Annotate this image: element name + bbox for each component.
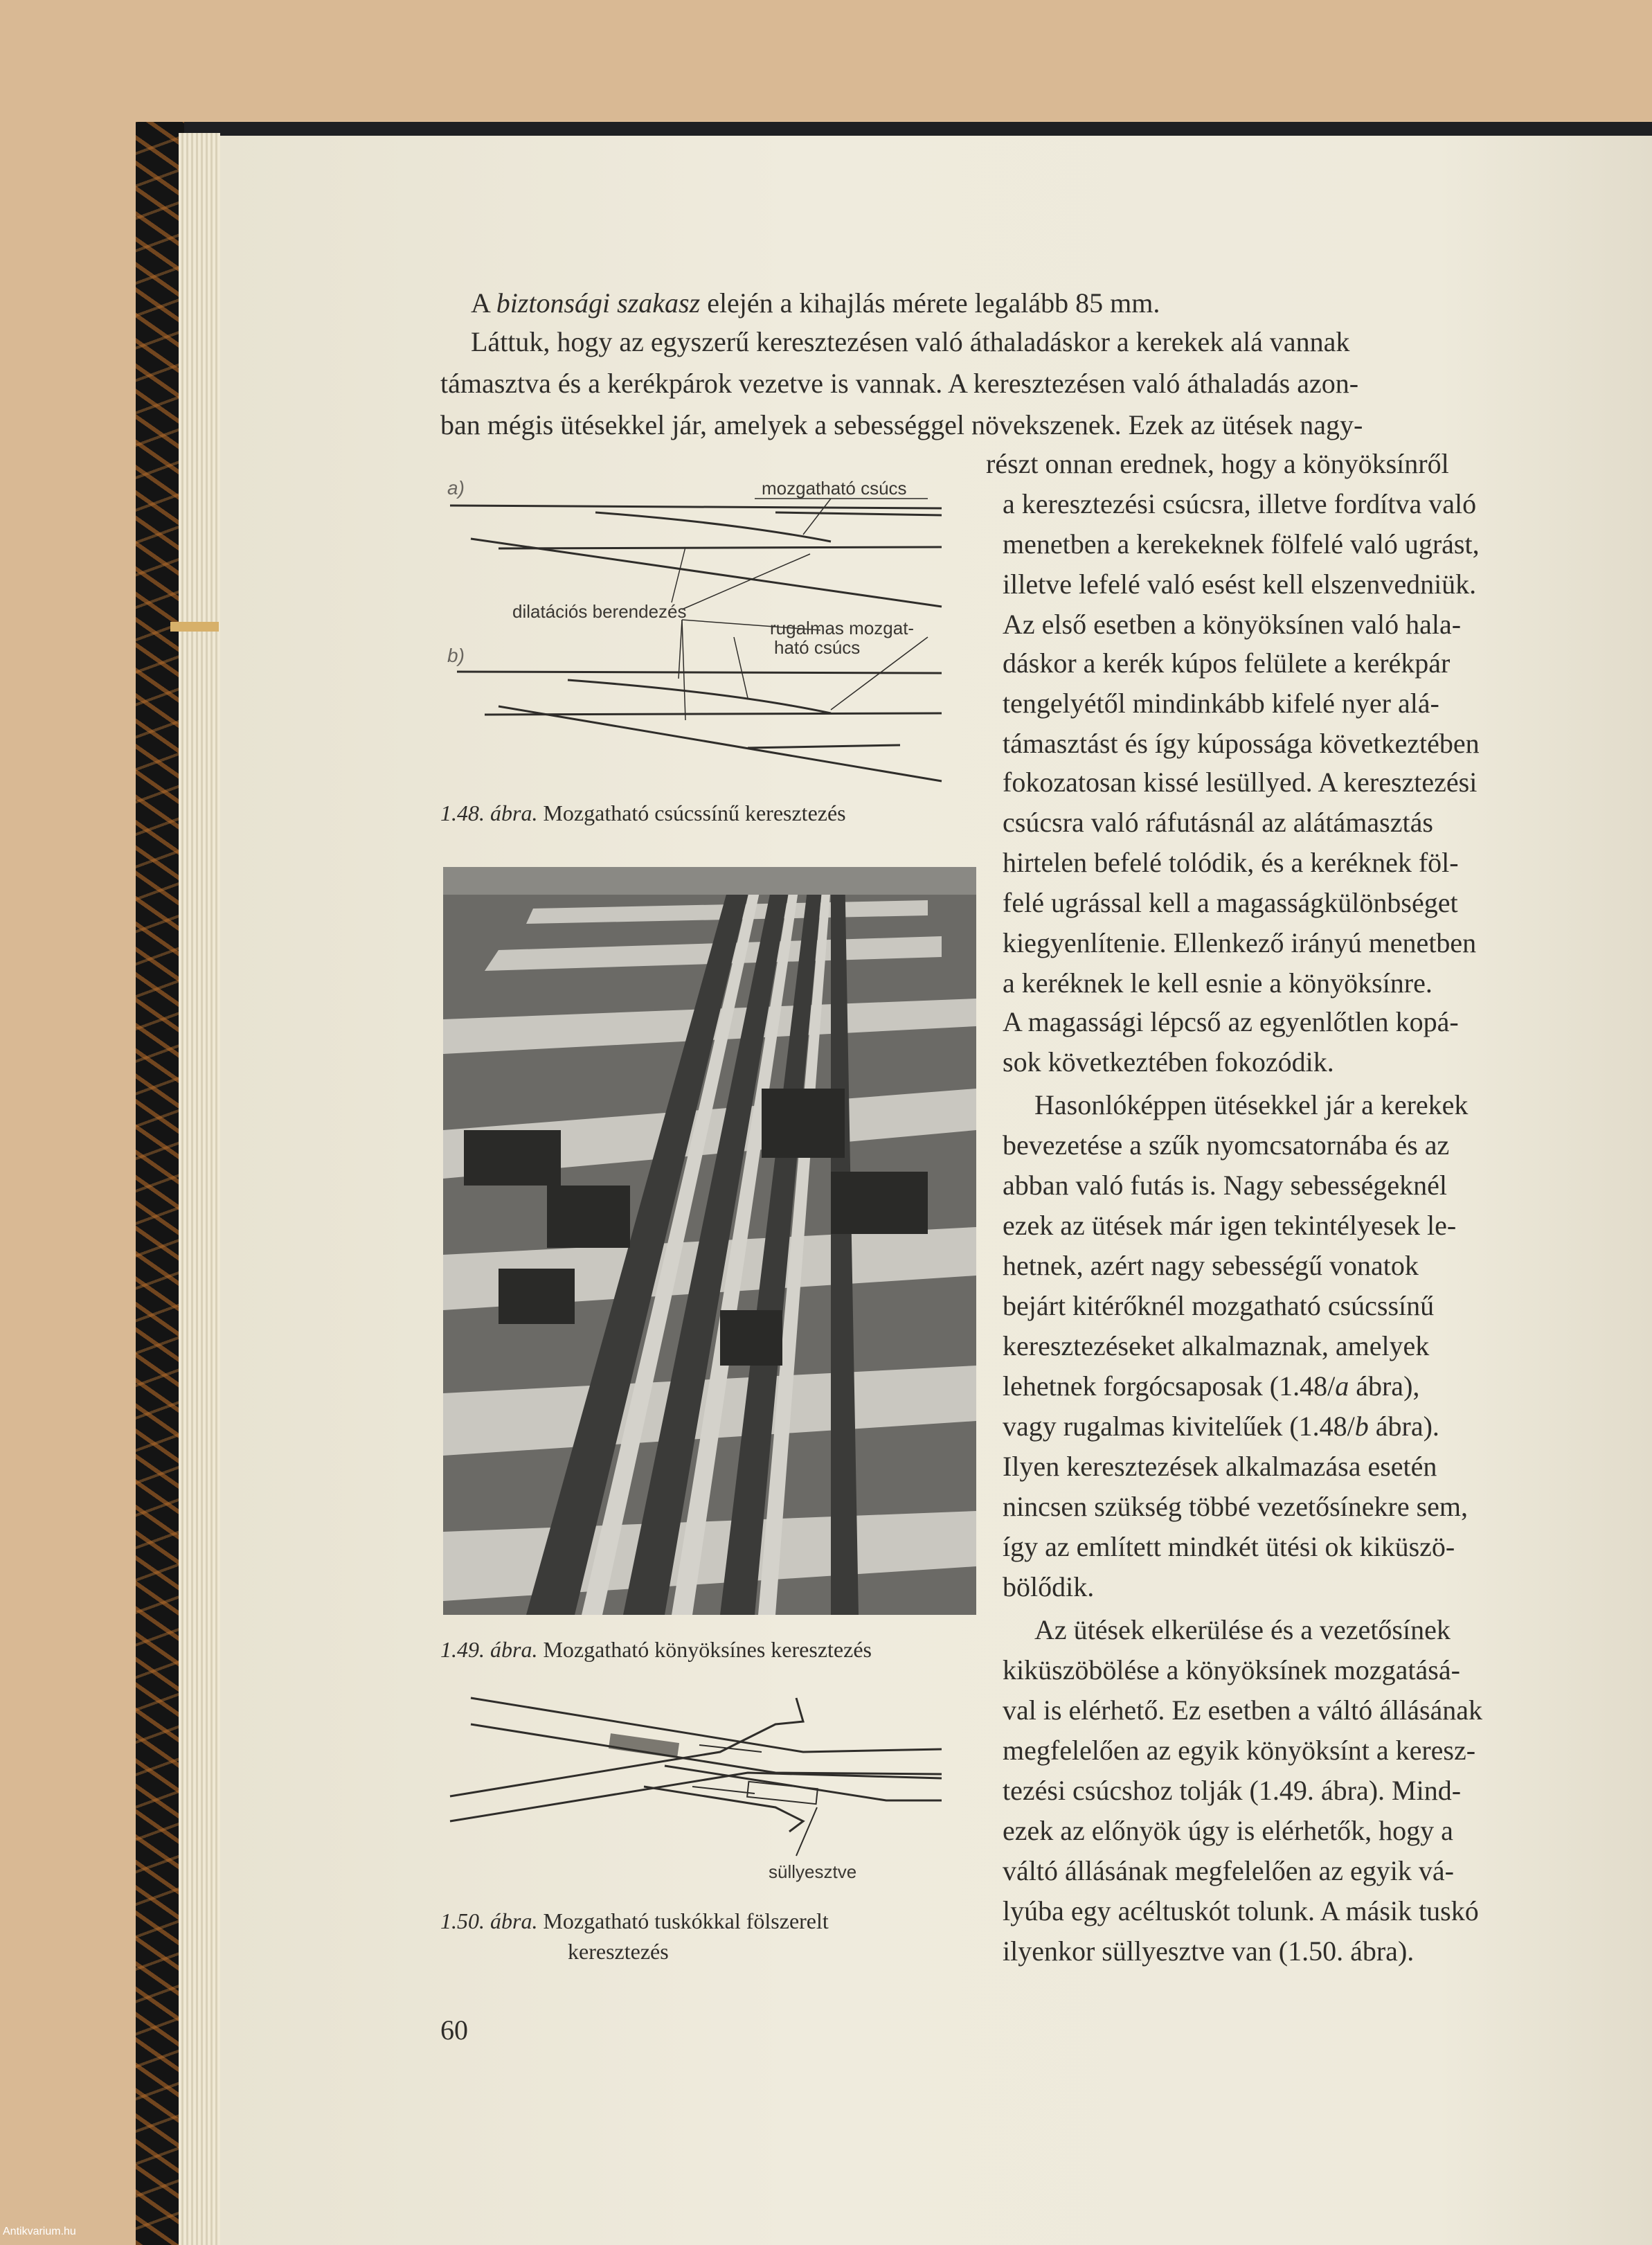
text-line: ban mégis ütésekkel jár, amelyek a sebességgel növekszenek. Ezek az ütések nagy- (440, 409, 1363, 440)
clamp (720, 1310, 782, 1366)
text-line: részt onnan erednek, hogy a könyöksínről (986, 448, 1449, 479)
text-line: tezési csúcshoz tolják (1.49. ábra). Mind- (1003, 1775, 1462, 1806)
steel-block (609, 1733, 679, 1758)
clamp (547, 1186, 630, 1248)
text-line: val is elérhető. Ez esetben a váltó állásának (1003, 1694, 1483, 1726)
text-line: keresztezéseket alkalmaznak, amelyek (1003, 1330, 1430, 1361)
arrow (692, 1787, 755, 1794)
figure-150-caption-1: 1.50. ábra. Mozgatható tuskókkal fölszerelt (440, 1908, 829, 1933)
label-dilatation: dilatációs berendezés (512, 601, 687, 622)
rail-line (775, 512, 942, 515)
text-line: A magassági lépcső az egyenlőtlen kopá- (1003, 1006, 1459, 1037)
label-sunk: süllyesztve (769, 1861, 857, 1882)
text-line: illetve lefelé való esést kell elszenvedniük. (1003, 569, 1477, 600)
rail-line (665, 1766, 942, 1800)
figure-148-diagram (443, 471, 969, 796)
text-line: megfelelően az egyik könyöksínt a keresz- (1003, 1735, 1476, 1766)
figure-150-diagram (443, 1683, 969, 1884)
page-edges (179, 133, 220, 2245)
text-line: Az ütések elkerülése és a vezetősínek (1034, 1614, 1451, 1645)
figure-149-caption: 1.49. ábra. Mozgatható könyöksínes keresztezés (440, 1637, 872, 1662)
clamp (464, 1130, 561, 1186)
text-line: nincsen szükség többé vezetősínekre sem, (1003, 1491, 1469, 1522)
text-line: fokozatosan kissé lesüllyed. A keresztezési (1003, 767, 1478, 798)
label-elastic-2: ható csúcs (774, 637, 861, 658)
text-line: a keresztezési csúcsra, illetve fordítva való (1003, 488, 1477, 519)
rail-line (471, 539, 942, 607)
text-line: lehetnek forgócsaposak (1.48/a ábra), (1003, 1370, 1420, 1402)
text-line: ilyenkor süllyesztve van (1.50. ábra). (1003, 1935, 1415, 1967)
text-line: sok következtében fokozódik. (1003, 1046, 1334, 1077)
text-line: Hasonlóképpen ütésekkel jár a kerekek (1034, 1089, 1469, 1120)
rail-line (499, 547, 942, 548)
text-line: abban való futás is. Nagy sebességeknél (1003, 1170, 1448, 1201)
rail-line (748, 745, 900, 748)
text-line: felé ugrással kell a magasságkülönbséget (1003, 887, 1458, 918)
text-line: bevezetése a szűk nyomcsatornába és az (1003, 1129, 1450, 1161)
label-a: a) (447, 477, 465, 499)
text-line: kiküszöbölése a könyöksínek mozgatásá- (1003, 1654, 1460, 1685)
text-line: ezek az előnyök úgy is elérhetők, hogy a (1003, 1815, 1453, 1846)
text-line: támasztva és a kerékpárok vezetve is vannak. A keresztezésen való áthaladás azon- (440, 368, 1359, 399)
leader-line (796, 1807, 817, 1856)
text-line: tengelyétől mindinkább kifelé nyer alá- (1003, 688, 1439, 719)
clamp (499, 1269, 575, 1324)
text-line: hirtelen befelé tolódik, és a keréknek föl- (1003, 847, 1459, 878)
label-b: b) (447, 645, 465, 666)
text-line: dáskor a kerék kúpos felülete a kerékpár (1003, 647, 1451, 679)
text-line: ezek az ütések már igen tekintélyesek le- (1003, 1210, 1457, 1241)
figure-149-photo (443, 867, 976, 1615)
page-edge-ribbon (170, 622, 219, 632)
rail-line (499, 706, 942, 781)
leader-line (803, 499, 831, 535)
rail-line (450, 506, 942, 508)
text-line: menetben a kerekeknek fölfelé való ugrást, (1003, 528, 1480, 560)
book-spine-pattern (136, 122, 184, 2245)
text-line: váltó állásának megfelelően az egyik vá- (1003, 1855, 1454, 1886)
label-moving-point: mozgatható csúcs (762, 478, 907, 499)
leader-line (679, 620, 682, 679)
watermark: Antikvarium.hu (3, 2226, 76, 2237)
text-line: Ilyen keresztezések alkalmazása esetén (1003, 1451, 1437, 1482)
rail-line (595, 512, 831, 542)
text-line: vagy rugalmas kivitelűek (1.48/b ábra). (1003, 1411, 1439, 1442)
rail-line (471, 1724, 942, 1774)
text-line: csúcsra való ráfutásnál az alátámasztás (1003, 807, 1433, 838)
rail-line (471, 1698, 942, 1752)
text-line: a keréknek le kell esnie a könyöksínre. (1003, 967, 1433, 999)
figure-150-caption-2: keresztezés (568, 1939, 669, 1964)
leader-line (682, 554, 810, 609)
rail-line (485, 713, 942, 715)
clamp (762, 1089, 845, 1158)
rail-line (568, 680, 831, 713)
photo-illustration (443, 867, 976, 1615)
rail-line (457, 672, 942, 673)
text-line: kiegyenlítenie. Ellenkező irányú menetben (1003, 927, 1477, 958)
page-number: 60 (440, 2014, 468, 2046)
text-line: így az említett mindkét ütési ok kiküszö- (1003, 1531, 1455, 1562)
clamp (831, 1172, 928, 1234)
text-line: Az első esetben a könyöksínen való hala- (1003, 609, 1462, 640)
steel-block-sunk (747, 1782, 818, 1804)
text-line: hetnek, azért nagy sebességű vonatok (1003, 1250, 1419, 1281)
rail-line (644, 1787, 803, 1832)
text-line: A biztonsági szakasz elején a kihajlás mérete legalább 85 mm. (471, 287, 1160, 319)
leader-line (734, 637, 748, 698)
text-line: bölődik. (1003, 1571, 1095, 1602)
leader-line (672, 547, 685, 602)
text-line: támasztást és így kúpossága következtében (1003, 728, 1480, 759)
figure-148-caption: 1.48. ábra. Mozgatható csúcssínű keresztezés (440, 800, 846, 825)
leader-line (682, 620, 685, 720)
label-elastic-1: rugalmas mozgat- (770, 618, 915, 638)
text-line: bejárt kitérőknél mozgatható csúcssínű (1003, 1290, 1435, 1321)
text-line: Láttuk, hogy az egyszerű keresztezésen való áthaladáskor a kerekek alá vannak (471, 326, 1350, 357)
text-line: lyúba egy acéltuskót tolunk. A másik tuskó (1003, 1895, 1479, 1926)
